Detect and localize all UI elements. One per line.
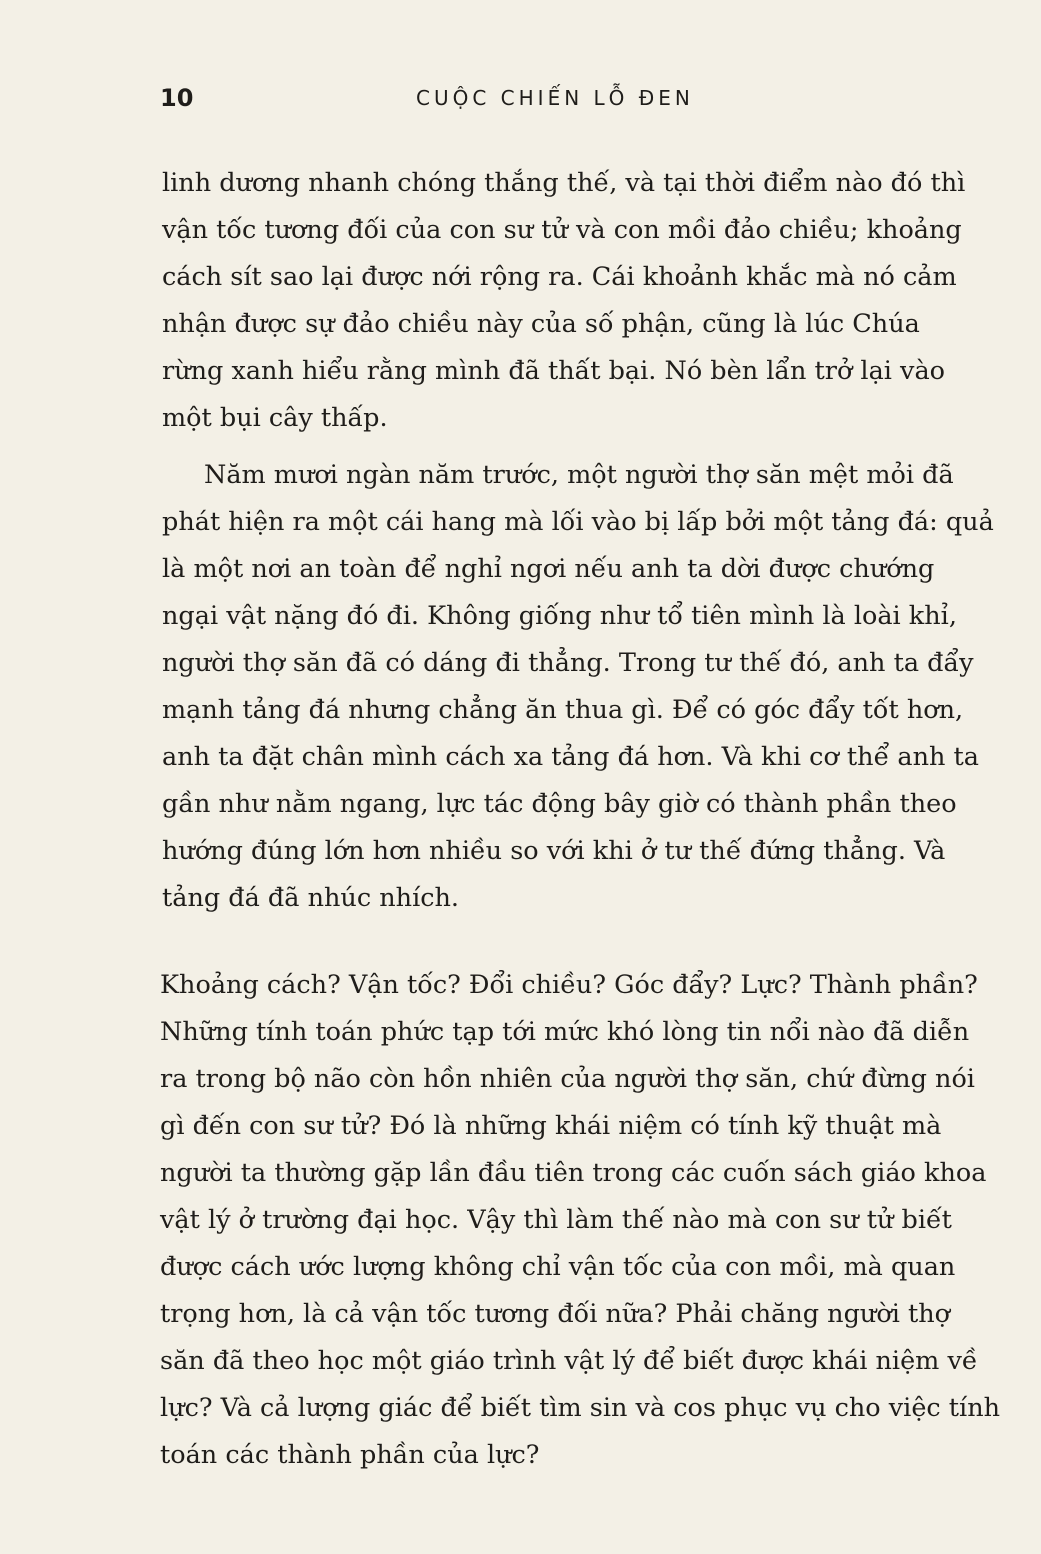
text-line: được cách ước lượng không chỉ vận tốc của con mồi, mà quan [160,1252,956,1282]
text-line: người ta thường gặp lần đầu tiên trong các cuốn sách giáo khoa [160,1158,987,1188]
text-line: phát hiện ra một cái hang mà lối vào bị lấp bởi một tảng đá: quả [162,507,994,537]
paragraph-2 [162,452,1022,922]
text-line: vận tốc tương đối của con sư tử và con mồi đảo chiều; khoảng [162,215,962,245]
text-line: là một nơi an toàn để nghỉ ngơi nếu anh ta dời được chướng [162,554,935,584]
paragraph-1 [162,160,1022,442]
text-line: ra trong bộ não còn hồn nhiên của người thợ săn, chứ đừng nói [160,1064,975,1094]
text-line: linh dương nhanh chóng thắng thế, và tại thời điểm nào đó thì [162,168,966,198]
text-line: cách sít sao lại được nới rộng ra. Cái khoảnh khắc mà nó cảm [162,262,957,292]
page-number: 10 [160,84,194,112]
text-line: săn đã theo học một giáo trình vật lý để biết được khái niệm về [160,1346,978,1376]
text-line: tảng đá đã nhúc nhích. [162,883,460,913]
text-line: hướng đúng lớn hơn nhiều so với khi ở tư thế đứng thẳng. Và [162,836,946,866]
text-line: Năm mươi ngàn năm trước, một người thợ săn mệt mỏi đã [204,460,954,490]
text-line: mạnh tảng đá nhưng chẳng ăn thua gì. Để có góc đẩy tốt hơn, [162,695,964,725]
running-title: CUỘC CHIẾN LỖ ĐEN [416,86,694,110]
text-line: rừng xanh hiểu rằng mình đã thất bại. Nó bèn lẩn trở lại vào [162,356,946,386]
text-line: một bụi cây thấp. [162,403,388,433]
text-line: vật lý ở trường đại học. Vậy thì làm thế nào mà con sư tử biết [160,1205,952,1235]
text-line: gần như nằm ngang, lực tác động bây giờ có thành phần theo [162,789,957,819]
text-line: trọng hơn, là cả vận tốc tương đối nữa? Phải chăng người thợ [160,1299,950,1329]
text-line: lực? Và cả lượng giác để biết tìm sin và cos phục vụ cho việc tính [160,1393,1001,1423]
text-line: Khoảng cách? Vận tốc? Đổi chiều? Góc đẩy? Lực? Thành phần? [160,970,978,1000]
body-text [162,160,1022,1479]
text-line: gì đến con sư tử? Đó là những khái niệm có tính kỹ thuật mà [160,1111,942,1141]
page-header [160,84,880,120]
text-line: Những tính toán phức tạp tới mức khó lòng tin nổi nào đã diễn [160,1017,970,1047]
text-line: người thợ săn đã có dáng đi thẳng. Trong tư thế đó, anh ta đẩy [162,648,974,678]
text-line: toán các thành phần của lực? [160,1440,540,1470]
paragraph-3 [160,962,1022,1479]
text-line: anh ta đặt chân mình cách xa tảng đá hơn. Và khi cơ thể anh ta [162,742,979,772]
text-line: ngại vật nặng đó đi. Không giống như tổ tiên mình là loài khỉ, [162,601,957,631]
text-line: nhận được sự đảo chiều này của số phận, cũng là lúc Chúa [162,309,920,339]
